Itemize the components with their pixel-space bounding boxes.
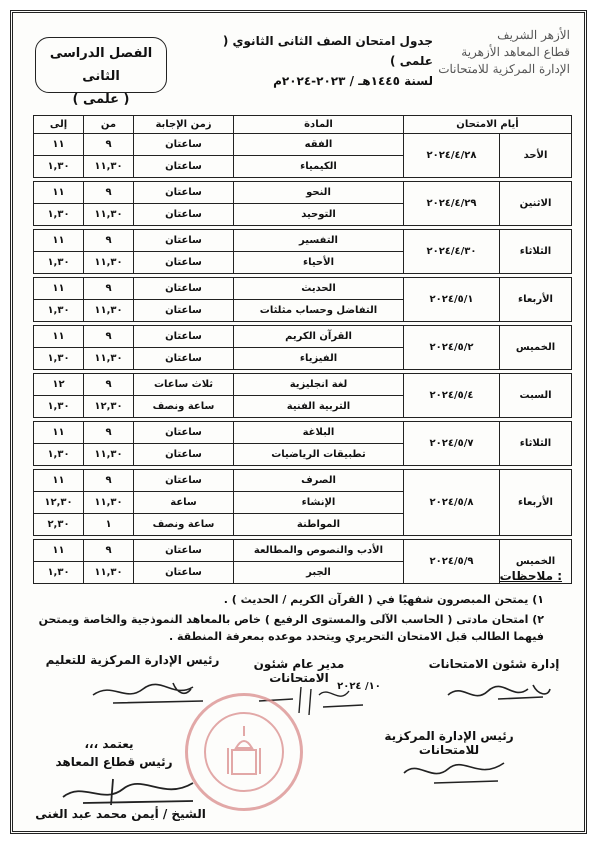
exam-end-time: ١,٣٠ [34, 444, 84, 466]
exam-subject: المواطنة [234, 514, 404, 536]
table-row [34, 470, 572, 492]
handwritten-signature-icon [394, 753, 514, 793]
exam-subject: الحديث [234, 278, 404, 300]
header-subject: المادة [234, 116, 404, 134]
exam-end-time: ١,٣٠ [34, 204, 84, 226]
exam-start-time: ٩ [84, 230, 134, 252]
exam-date: ٢٠٢٤/٤/٣٠ [404, 230, 500, 274]
exam-end-time: ١١ [34, 230, 84, 252]
exam-day: الأربعاء [500, 470, 572, 536]
term-label: الفصل الدراسى الثانى [49, 46, 153, 84]
exam-day: الثلاثاء [500, 422, 572, 466]
exam-end-time: ١٢ [34, 374, 84, 396]
institution-line: الأزهر الشريف [497, 28, 570, 42]
exam-duration: ساعتان [134, 348, 234, 370]
exam-start-time: ٩ [84, 278, 134, 300]
exam-subject: التربية الفنية [234, 396, 404, 418]
exam-day: الأحد [500, 134, 572, 178]
header-duration: زمن الإجابة [134, 116, 234, 134]
exam-duration: ساعتان [134, 278, 234, 300]
exam-start-time: ٩ [84, 470, 134, 492]
signature-gm-exams: مدير عام شئون الامتحانات [253, 657, 345, 685]
table-row [34, 422, 572, 444]
exam-subject: تطبيقات الرياضيات [234, 444, 404, 466]
exam-duration: ساعتان [134, 422, 234, 444]
table-row [34, 134, 572, 156]
exam-date: ٢٠٢٤/٥/١ [404, 278, 500, 322]
table-row [34, 278, 572, 300]
exam-start-time: ١١,٣٠ [84, 492, 134, 514]
mosque-icon [206, 714, 282, 790]
header-days: أيام الامتحان [404, 116, 572, 134]
schedule-heading [193, 31, 433, 91]
exam-start-time: ١ [84, 514, 134, 536]
exam-start-time: ١١,٣٠ [84, 300, 134, 322]
institution-header [420, 27, 570, 78]
table-row [34, 374, 572, 396]
note-item: ٢) امتحان مادتى ( الحاسب الآلى والمستوى الرفيع ) خاص بالمعاهد النموذجية والخاصة ويمتحن فيهما الطالب قبل الامتحان التحريري ويتحدد موعده بمعرفة المنطقة . [38, 613, 544, 643]
exam-subject: الأحياء [234, 252, 404, 274]
exam-subject: التوحيد [234, 204, 404, 226]
exam-end-time: ١,٣٠ [34, 300, 84, 322]
schedule-title: جدول امتحان الصف الثانى الثانوي ( علمى ) [222, 34, 433, 68]
official-stamp-icon [185, 693, 303, 811]
exam-date: ٢٠٢٤/٤/٢٩ [404, 182, 500, 226]
header-from: من [84, 116, 134, 134]
exam-subject: النحو [234, 182, 404, 204]
exam-end-time: ١١ [34, 182, 84, 204]
exam-duration: ساعتان [134, 326, 234, 348]
exam-start-time: ٩ [84, 182, 134, 204]
exam-end-time: ١,٣٠ [34, 396, 84, 418]
exam-duration: ساعة ونصف [134, 396, 234, 418]
exam-start-time: ٩ [84, 422, 134, 444]
schedule-year: لسنة ١٤٤٥هـ / ٢٠٢٣-٢٠٢٤م [273, 74, 433, 88]
exam-start-time: ١١,٣٠ [84, 156, 134, 178]
exam-end-time: ١٢,٣٠ [34, 492, 84, 514]
handwritten-date: ١٠/ ٢٠٢٤ [337, 681, 381, 692]
exam-end-time: ١,٣٠ [34, 348, 84, 370]
exam-date: ٢٠٢٤/٥/٢ [404, 326, 500, 370]
exam-end-time: ١١ [34, 470, 84, 492]
exam-end-time: ١,٣٠ [34, 156, 84, 178]
exam-subject: الإنشاء [234, 492, 404, 514]
exam-day: الاثنين [500, 182, 572, 226]
exam-date: ٢٠٢٤/٥/٨ [404, 470, 500, 536]
exam-duration: ساعة [134, 492, 234, 514]
header-to: إلى [34, 116, 84, 134]
exam-duration: ثلاث ساعات [134, 374, 234, 396]
signature-sector-head: رئيس قطاع المعاهد [55, 755, 173, 769]
exam-end-time: ١١ [34, 326, 84, 348]
exam-subject: التفسير [234, 230, 404, 252]
exam-start-time: ٩ [84, 134, 134, 156]
exam-day: السبت [500, 374, 572, 418]
track-label: ( علمى ) [72, 92, 130, 107]
exam-start-time: ١١,٣٠ [84, 562, 134, 584]
institution-line: قطاع المعاهد الأزهرية [461, 45, 570, 59]
exam-duration: ساعتان [134, 182, 234, 204]
exam-duration: ساعتان [134, 444, 234, 466]
exam-duration: ساعتان [134, 562, 234, 584]
exam-duration: ساعتان [134, 300, 234, 322]
exam-start-time: ٩ [84, 540, 134, 562]
exam-start-time: ٩ [84, 326, 134, 348]
exam-start-time: ١١,٣٠ [84, 204, 134, 226]
exam-end-time: ١١ [34, 540, 84, 562]
exam-end-time: ٢,٣٠ [34, 514, 84, 536]
table-row [34, 326, 572, 348]
exam-subject: الأدب والنصوص والمطالعة [234, 540, 404, 562]
exam-subject: الكيمياء [234, 156, 404, 178]
exam-date: ٢٠٢٤/٤/٢٨ [404, 134, 500, 178]
exam-start-time: ١٢,٣٠ [84, 396, 134, 418]
exam-end-time: ١,٣٠ [34, 252, 84, 274]
exam-duration: ساعتان [134, 470, 234, 492]
table-row [34, 230, 572, 252]
handwritten-signature-icon [53, 771, 203, 811]
exam-duration: ساعتان [134, 252, 234, 274]
exam-subject: الجبر [234, 562, 404, 584]
stamp-inner-ring [204, 712, 284, 792]
exam-subject: لغة انجليزية [234, 374, 404, 396]
handwritten-signature-icon [438, 677, 558, 709]
exam-day: الثلاثاء [500, 230, 572, 274]
table-row [34, 540, 572, 562]
exam-start-time: ١١,٣٠ [84, 444, 134, 466]
exam-date: ٢٠٢٤/٥/٤ [404, 374, 500, 418]
exam-start-time: ٩ [84, 374, 134, 396]
exam-duration: ساعة ونصف [134, 514, 234, 536]
signature-exam-affairs: إدارة شئون الامتحانات [428, 657, 560, 671]
exam-end-time: ١١ [34, 422, 84, 444]
exam-day: الأربعاء [500, 278, 572, 322]
approved-label: يعتمد ،،، [84, 737, 134, 751]
exam-table [33, 115, 572, 584]
notes-title: ملاحظات : [499, 569, 562, 583]
exam-duration: ساعتان [134, 156, 234, 178]
exam-end-time: ١١ [34, 278, 84, 300]
exam-subject: الفقه [234, 134, 404, 156]
exam-start-time: ١١,٣٠ [84, 252, 134, 274]
institution-line: الإدارة المركزية للامتحانات [438, 62, 570, 76]
exam-day: الخميس [500, 326, 572, 370]
exam-day: الخميس [500, 540, 572, 584]
term-box [35, 37, 167, 107]
table-row [34, 182, 572, 204]
sector-head-name: الشيخ / أيمن محمد عبد الغنى [35, 807, 206, 821]
table-header-row [34, 116, 572, 134]
exam-duration: ساعتان [134, 230, 234, 252]
exam-subject: الفيزياء [234, 348, 404, 370]
exam-table-body [34, 134, 572, 584]
exam-duration: ساعتان [134, 134, 234, 156]
note-item: ١) يمتحن المبصرون شفهيًا في ( القرآن الكريم / الحديث ) . [223, 593, 544, 606]
signature-central-education: رئيس الإدارة المركزية للتعليم [45, 653, 220, 667]
exam-subject: القرآن الكريم [234, 326, 404, 348]
exam-end-time: ١,٣٠ [34, 562, 84, 584]
exam-subject: البلاغة [234, 422, 404, 444]
exam-duration: ساعتان [134, 540, 234, 562]
handwritten-signature-icon [73, 673, 213, 711]
exam-date: ٢٠٢٤/٥/٩ [404, 540, 500, 584]
exam-date: ٢٠٢٤/٥/٧ [404, 422, 500, 466]
exam-duration: ساعتان [134, 204, 234, 226]
exam-schedule-page [10, 10, 587, 834]
exam-subject: التفاضل وحساب مثلثات [234, 300, 404, 322]
exam-start-time: ١١,٣٠ [84, 348, 134, 370]
signature-central-exams: رئيس الإدارة المركزية للامتحانات [384, 729, 514, 757]
exam-end-time: ١١ [34, 134, 84, 156]
exam-subject: الصرف [234, 470, 404, 492]
